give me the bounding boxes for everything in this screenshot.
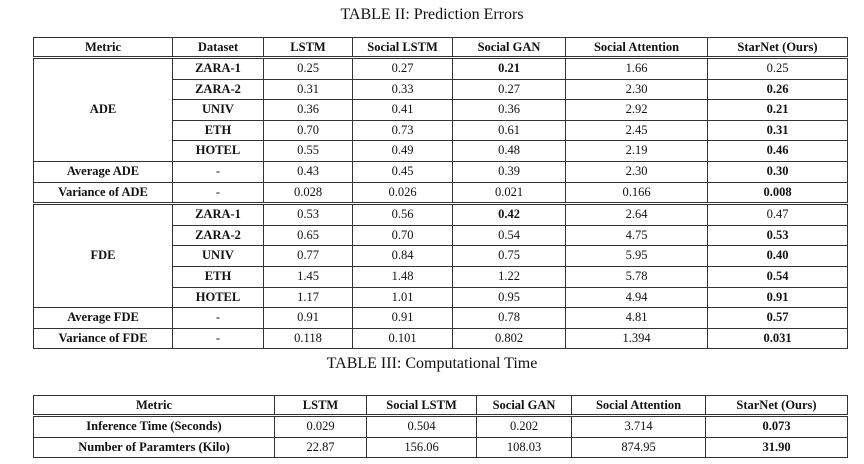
value-cell: 108.03 <box>477 437 572 458</box>
dataset-cell: - <box>173 182 264 204</box>
dataset-cell: - <box>173 328 264 349</box>
value-cell: 0.84 <box>353 246 453 267</box>
value-cell: 0.27 <box>353 58 453 80</box>
value-cell: 4.81 <box>566 308 708 329</box>
value-cell: 0.56 <box>353 204 453 226</box>
header-social-lstm: Social LSTM <box>367 396 477 416</box>
value-cell: 1.48 <box>353 266 453 287</box>
value-cell-best: 0.53 <box>708 225 848 246</box>
value-cell: 0.33 <box>353 79 453 100</box>
header-metric: Metric <box>34 38 173 58</box>
dataset-cell: ETH <box>173 120 264 141</box>
header-social-gan: Social GAN <box>477 396 572 416</box>
value-cell: 156.06 <box>367 437 477 458</box>
header-starnet: StarNet (Ours) <box>706 396 848 416</box>
value-cell-best: 0.91 <box>708 287 848 308</box>
value-cell: 0.504 <box>367 416 477 438</box>
value-cell: 0.53 <box>264 204 353 226</box>
table-row <box>34 416 848 438</box>
value-cell: 0.91 <box>353 308 453 329</box>
value-cell: 4.75 <box>566 225 708 246</box>
value-cell: 22.87 <box>275 437 367 458</box>
value-cell: 5.95 <box>566 246 708 267</box>
value-cell: 0.101 <box>353 328 453 349</box>
value-cell: 2.45 <box>566 120 708 141</box>
value-cell-best: 0.54 <box>708 266 848 287</box>
value-cell-best: 0.57 <box>708 308 848 329</box>
value-cell-best: 0.26 <box>708 79 848 100</box>
prediction-errors-table <box>33 37 848 349</box>
value-cell: 874.95 <box>572 437 706 458</box>
computational-time-table <box>33 395 848 458</box>
value-cell: 0.39 <box>453 161 566 182</box>
value-cell: 0.48 <box>453 141 566 162</box>
dataset-cell: ETH <box>173 266 264 287</box>
table-row <box>34 437 848 458</box>
table2-header-row <box>34 38 848 58</box>
value-cell: 0.166 <box>566 182 708 204</box>
table-row <box>34 161 848 182</box>
value-cell: 2.30 <box>566 79 708 100</box>
value-cell: 0.70 <box>264 120 353 141</box>
value-cell: 0.802 <box>453 328 566 349</box>
value-cell: 1.22 <box>453 266 566 287</box>
value-cell-best: 0.46 <box>708 141 848 162</box>
value-cell: 0.73 <box>353 120 453 141</box>
value-cell: 0.25 <box>264 58 353 80</box>
value-cell-best: 0.40 <box>708 246 848 267</box>
value-cell: 1.17 <box>264 287 353 308</box>
value-cell: 0.95 <box>453 287 566 308</box>
value-cell: 0.47 <box>708 204 848 226</box>
table3-header-row <box>34 396 848 416</box>
value-cell: 0.026 <box>353 182 453 204</box>
variance-ade-label: Variance of ADE <box>34 182 173 204</box>
fde-group-label: FDE <box>34 204 173 308</box>
header-lstm: LSTM <box>264 38 353 58</box>
value-cell: 2.19 <box>566 141 708 162</box>
value-cell: 0.55 <box>264 141 353 162</box>
header-lstm: LSTM <box>275 396 367 416</box>
dataset-cell: ZARA-2 <box>173 79 264 100</box>
value-cell: 0.70 <box>353 225 453 246</box>
value-cell: 2.92 <box>566 100 708 121</box>
table-row <box>34 58 848 80</box>
value-cell: 0.43 <box>264 161 353 182</box>
value-cell: 0.36 <box>264 100 353 121</box>
dataset-cell: ZARA-2 <box>173 225 264 246</box>
value-cell: 0.021 <box>453 182 566 204</box>
average-ade-label: Average ADE <box>34 161 173 182</box>
value-cell: 2.30 <box>566 161 708 182</box>
header-social-gan: Social GAN <box>453 38 566 58</box>
table-row <box>34 328 848 349</box>
value-cell: 1.66 <box>566 58 708 80</box>
value-cell: 0.27 <box>453 79 566 100</box>
metric-cell: Number of Paramters (Kilo) <box>34 437 275 458</box>
value-cell: 0.202 <box>477 416 572 438</box>
dataset-cell: ZARA-1 <box>173 58 264 80</box>
value-cell: 0.49 <box>353 141 453 162</box>
value-cell-best: 0.31 <box>708 120 848 141</box>
header-starnet: StarNet (Ours) <box>708 38 848 58</box>
value-cell-best: 0.031 <box>708 328 848 349</box>
dataset-cell: - <box>173 161 264 182</box>
value-cell: 0.77 <box>264 246 353 267</box>
value-cell: 0.25 <box>708 58 848 80</box>
dataset-cell: HOTEL <box>173 141 264 162</box>
variance-fde-label: Variance of FDE <box>34 328 173 349</box>
value-cell: 0.91 <box>264 308 353 329</box>
value-cell: 4.94 <box>566 287 708 308</box>
value-cell-best: 31.90 <box>706 437 848 458</box>
header-metric: Metric <box>34 396 275 416</box>
value-cell-best: 0.30 <box>708 161 848 182</box>
value-cell: 0.45 <box>353 161 453 182</box>
value-cell-best: 0.073 <box>706 416 848 438</box>
ade-group-label: ADE <box>34 58 173 162</box>
value-cell-best: 0.21 <box>708 100 848 121</box>
value-cell: 3.714 <box>572 416 706 438</box>
header-social-attention: Social Attention <box>566 38 708 58</box>
average-fde-label: Average FDE <box>34 308 173 329</box>
metric-cell: Inference Time (Seconds) <box>34 416 275 438</box>
dataset-cell: UNIV <box>173 100 264 121</box>
value-cell: 0.31 <box>264 79 353 100</box>
value-cell: 2.64 <box>566 204 708 226</box>
value-cell: 0.61 <box>453 120 566 141</box>
header-social-attention: Social Attention <box>572 396 706 416</box>
value-cell: 0.75 <box>453 246 566 267</box>
header-social-lstm: Social LSTM <box>353 38 453 58</box>
value-cell: 0.029 <box>275 416 367 438</box>
value-cell: 0.54 <box>453 225 566 246</box>
table-row <box>34 182 848 204</box>
dataset-cell: - <box>173 308 264 329</box>
value-cell: 5.78 <box>566 266 708 287</box>
value-cell: 1.45 <box>264 266 353 287</box>
value-cell: 1.01 <box>353 287 453 308</box>
table-row <box>34 308 848 329</box>
value-cell: 1.394 <box>566 328 708 349</box>
header-dataset: Dataset <box>173 38 264 58</box>
table3-caption: TABLE III: Computational Time <box>326 355 538 372</box>
value-cell: 0.78 <box>453 308 566 329</box>
value-cell-best: 0.21 <box>453 58 566 80</box>
value-cell: 0.41 <box>353 100 453 121</box>
value-cell: 0.118 <box>264 328 353 349</box>
value-cell: 0.36 <box>453 100 566 121</box>
table-row <box>34 204 848 226</box>
value-cell-best: 0.42 <box>453 204 566 226</box>
dataset-cell: HOTEL <box>173 287 264 308</box>
value-cell: 0.028 <box>264 182 353 204</box>
value-cell: 0.65 <box>264 225 353 246</box>
dataset-cell: UNIV <box>173 246 264 267</box>
dataset-cell: ZARA-1 <box>173 204 264 226</box>
table2-caption: TABLE II: Prediction Errors <box>340 6 524 23</box>
value-cell-best: 0.008 <box>708 182 848 204</box>
